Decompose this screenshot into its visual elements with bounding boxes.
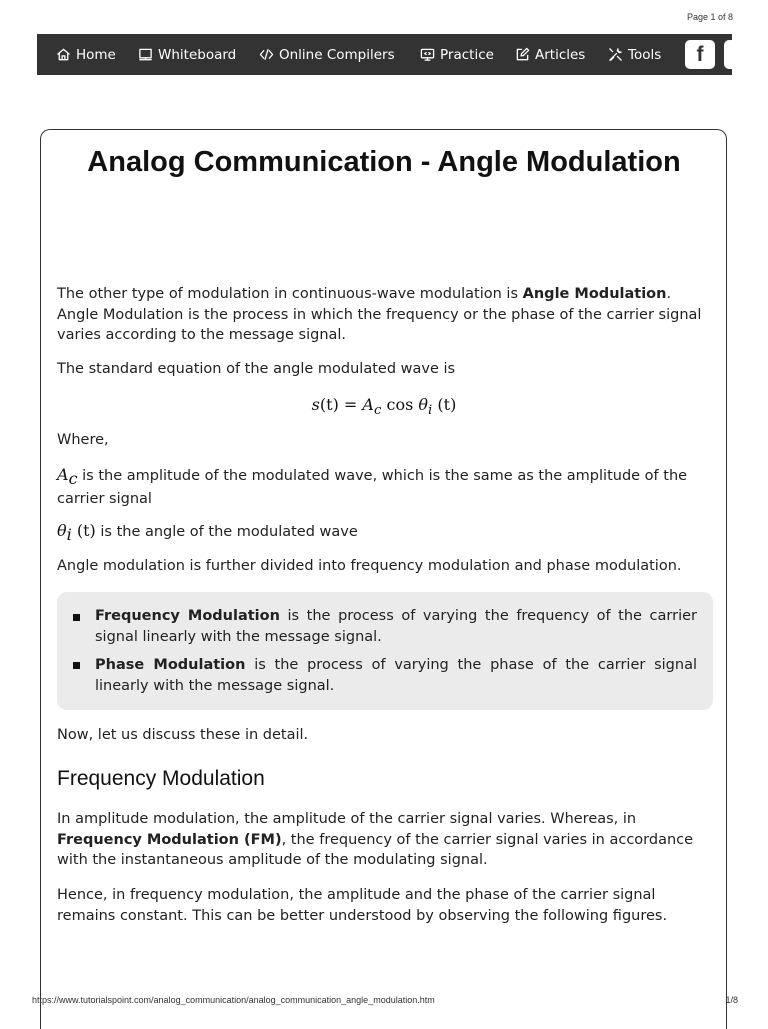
monitor-icon xyxy=(420,47,435,62)
eq-lhs-var: s xyxy=(311,395,320,414)
nav-practice[interactable] xyxy=(420,34,494,75)
page-title: Analog Communication - Angle Modulation xyxy=(87,146,681,178)
def-theta-text: is the angle of the modulated wave xyxy=(95,524,358,540)
eq-theta-sub: i xyxy=(428,403,433,419)
fm-p1-prefix: In amplitude modulation, the amplitude of the carrier signal varies. Whereas, in xyxy=(57,811,637,827)
eq-lhs-arg: (t) xyxy=(319,395,339,414)
nav-articles[interactable] xyxy=(515,34,585,75)
eq-arg: (t) xyxy=(432,395,457,414)
facebook-button[interactable] xyxy=(685,40,715,69)
nav-online-compilers[interactable] xyxy=(259,34,395,75)
eq-amp-var: A xyxy=(362,395,374,414)
eq-theta: θ xyxy=(418,395,429,414)
eq-amp-sub: c xyxy=(373,403,382,419)
bullet-1-bold: Frequency Modulation xyxy=(95,608,280,624)
page-indicator: Page 1 of 8 xyxy=(686,12,733,22)
fm-paragraph-2: Hence, in frequency modulation, the amplitude and the phase of the carrier signal remains constant. This can be better understood by observing the following figures. xyxy=(57,887,668,924)
def-amp-var: A xyxy=(57,465,69,484)
top-navbar xyxy=(37,34,732,75)
fm-paragraph-1 xyxy=(57,809,707,871)
intro-suffix: . Angle Modulation is the process in which the frequency or the phase of the carrier signal varies according to the message signal. xyxy=(57,286,702,343)
def-theta-arg: (t) xyxy=(71,521,96,540)
bullet-1-text: is the process of varying the frequency of the carrier signal linearly with the message signal. xyxy=(95,608,697,645)
fm-p1-bold: Frequency Modulation (FM) xyxy=(57,831,282,848)
def-theta-sub: i xyxy=(66,524,72,544)
section-heading-fm: Frequency Modulation xyxy=(57,767,265,790)
bullet-marker xyxy=(73,662,80,669)
fm-p1-suffix: , the frequency of the carrier signal varies in accordance with the instantaneous amplitude of the modulating signal. xyxy=(57,831,694,868)
eq-equals: = xyxy=(338,395,363,414)
bullet-phase-modulation xyxy=(95,655,697,696)
where-label: Where, xyxy=(57,432,109,448)
nav-online-compilers-label: Online Compilers xyxy=(279,46,395,63)
bullet-2-text: is the process of varying the phase of the carrier signal linearly with the message signal. xyxy=(95,657,697,694)
bullet-frequency-modulation xyxy=(95,606,697,647)
nav-whiteboard-label: Whiteboard xyxy=(158,46,237,63)
nav-tools-label: Tools xyxy=(628,46,662,63)
bullet-2-bold: Phase Modulation xyxy=(95,657,246,673)
nav-home-label: Home xyxy=(76,46,116,63)
divided-paragraph: Angle modulation is further divided into frequency modulation and phase modulation. xyxy=(57,558,682,574)
nav-home[interactable] xyxy=(56,34,116,75)
def-theta-var: θ xyxy=(57,521,67,540)
angle-modulation-equation xyxy=(57,395,711,418)
facebook-icon: f xyxy=(696,43,704,66)
tools-icon xyxy=(608,47,623,62)
intro-prefix: The other type of modulation in continuous-wave modulation is xyxy=(57,286,523,302)
nav-tools[interactable] xyxy=(608,34,661,75)
bullet-marker xyxy=(73,614,80,621)
nav-articles-label: Articles xyxy=(535,46,586,63)
amplitude-definition xyxy=(57,465,707,510)
code-icon xyxy=(259,47,274,62)
edit-icon xyxy=(515,47,530,62)
angle-definition xyxy=(57,521,707,545)
equation-lead: The standard equation of the angle modulated wave is xyxy=(57,361,456,377)
intro-paragraph xyxy=(57,284,707,346)
nav-practice-label: Practice xyxy=(440,46,494,63)
footer-url: https://www.tutorialspoint.com/analog_communication/analog_communication_angle_modulation.htm xyxy=(32,995,435,1005)
def-amp-sub: c xyxy=(68,468,78,488)
home-icon xyxy=(56,47,71,62)
social-button-partial[interactable] xyxy=(724,40,732,69)
intro-bold: Angle Modulation xyxy=(522,286,667,302)
nav-whiteboard[interactable] xyxy=(138,34,236,75)
discuss-paragraph: Now, let us discuss these in detail. xyxy=(57,727,309,743)
def-amp-text: is the amplitude of the modulated wave, which is the same as the amplitude of the carrier signal xyxy=(57,468,692,508)
eq-cos: cos xyxy=(381,395,419,414)
footer-page-number: 1/8 xyxy=(725,995,738,1005)
whiteboard-icon xyxy=(138,47,153,62)
